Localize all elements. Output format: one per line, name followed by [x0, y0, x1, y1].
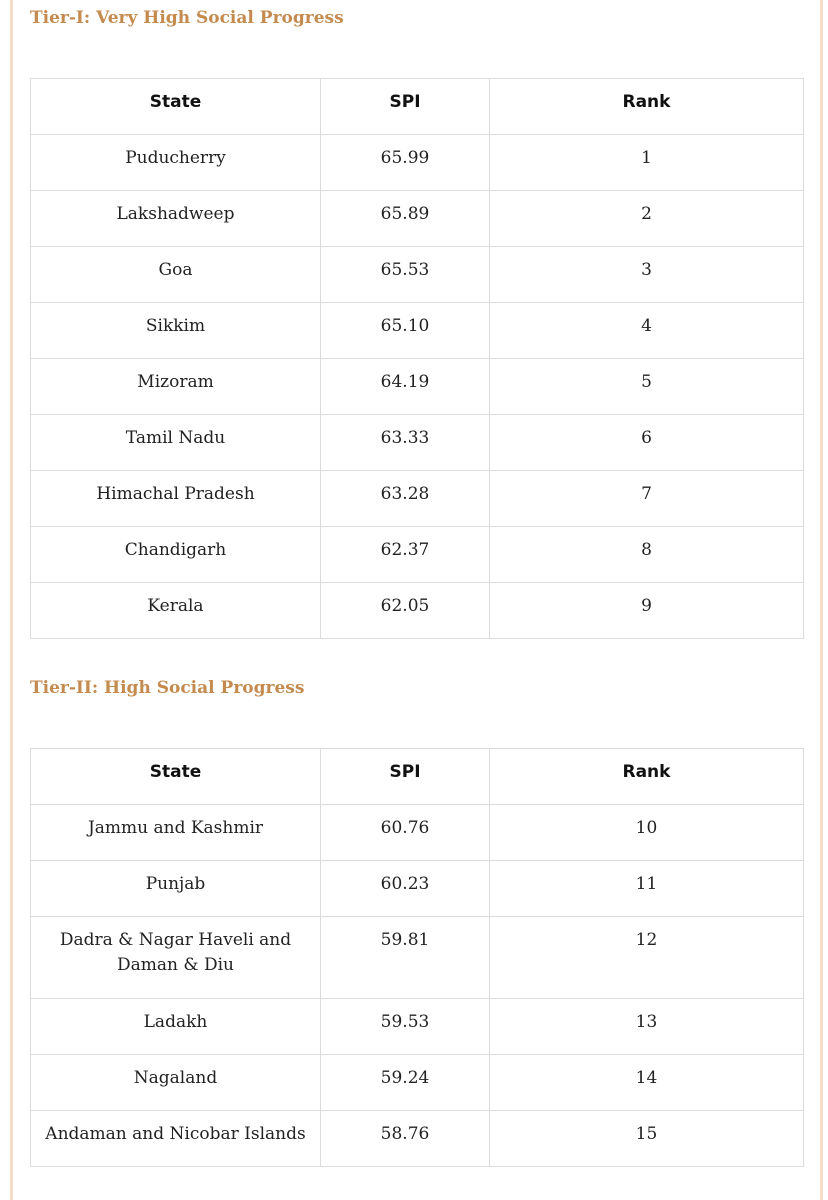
table-header-row [31, 79, 804, 135]
state-cell: Goa [31, 247, 321, 303]
state-cell: Dadra & Nagar Haveli and Daman & Diu [31, 917, 321, 999]
rank-cell: 11 [490, 861, 804, 917]
table-row [31, 1055, 804, 1111]
column-header-state: State [31, 749, 321, 805]
state-cell: Chandigarh [31, 527, 321, 583]
spi-cell: 62.05 [321, 583, 490, 639]
spi-cell: 63.28 [321, 471, 490, 527]
spi-cell: 65.89 [321, 191, 490, 247]
spi-cell: 60.23 [321, 861, 490, 917]
state-cell: Andaman and Nicobar Islands [31, 1111, 321, 1167]
rank-cell: 7 [490, 471, 804, 527]
rank-cell: 14 [490, 1055, 804, 1111]
state-cell: Himachal Pradesh [31, 471, 321, 527]
tier1-heading: Tier-I: Very High Social Progress [30, 8, 344, 28]
tier1-table [30, 78, 804, 639]
table-row [31, 415, 804, 471]
spi-cell: 63.33 [321, 415, 490, 471]
table-row [31, 247, 804, 303]
column-header-rank: Rank [490, 749, 804, 805]
column-header-spi: SPI [321, 79, 490, 135]
spi-cell: 65.53 [321, 247, 490, 303]
rank-cell: 6 [490, 415, 804, 471]
rank-cell: 13 [490, 999, 804, 1055]
table-row [31, 805, 804, 861]
rank-cell: 1 [490, 135, 804, 191]
spi-cell: 60.76 [321, 805, 490, 861]
state-cell: Ladakh [31, 999, 321, 1055]
rank-cell: 15 [490, 1111, 804, 1167]
table-row [31, 583, 804, 639]
table-row [31, 999, 804, 1055]
state-cell: Kerala [31, 583, 321, 639]
page-left-border [10, 0, 13, 1200]
state-cell: Lakshadweep [31, 191, 321, 247]
spi-cell: 59.53 [321, 999, 490, 1055]
table-row [31, 359, 804, 415]
table-row [31, 1111, 804, 1167]
column-header-rank: Rank [490, 79, 804, 135]
tier2-heading: Tier-II: High Social Progress [30, 678, 305, 698]
state-cell: Jammu and Kashmir [31, 805, 321, 861]
state-cell: Nagaland [31, 1055, 321, 1111]
table-row [31, 135, 804, 191]
spi-cell: 58.76 [321, 1111, 490, 1167]
spi-cell: 59.81 [321, 917, 490, 999]
table-row [31, 527, 804, 583]
column-header-state: State [31, 79, 321, 135]
table-row [31, 471, 804, 527]
rank-cell: 10 [490, 805, 804, 861]
state-cell: Tamil Nadu [31, 415, 321, 471]
tier2-table [30, 748, 804, 1167]
table-row [31, 303, 804, 359]
rank-cell: 2 [490, 191, 804, 247]
rank-cell: 4 [490, 303, 804, 359]
state-cell: Puducherry [31, 135, 321, 191]
spi-cell: 65.99 [321, 135, 490, 191]
state-cell: Mizoram [31, 359, 321, 415]
spi-cell: 59.24 [321, 1055, 490, 1111]
page-right-border [820, 0, 823, 1200]
table-row [31, 861, 804, 917]
spi-cell: 62.37 [321, 527, 490, 583]
table-row [31, 191, 804, 247]
table-header-row [31, 749, 804, 805]
rank-cell: 9 [490, 583, 804, 639]
rank-cell: 12 [490, 917, 804, 999]
rank-cell: 8 [490, 527, 804, 583]
spi-cell: 64.19 [321, 359, 490, 415]
rank-cell: 3 [490, 247, 804, 303]
state-cell: Punjab [31, 861, 321, 917]
column-header-spi: SPI [321, 749, 490, 805]
spi-cell: 65.10 [321, 303, 490, 359]
table-row [31, 917, 804, 999]
rank-cell: 5 [490, 359, 804, 415]
state-cell: Sikkim [31, 303, 321, 359]
